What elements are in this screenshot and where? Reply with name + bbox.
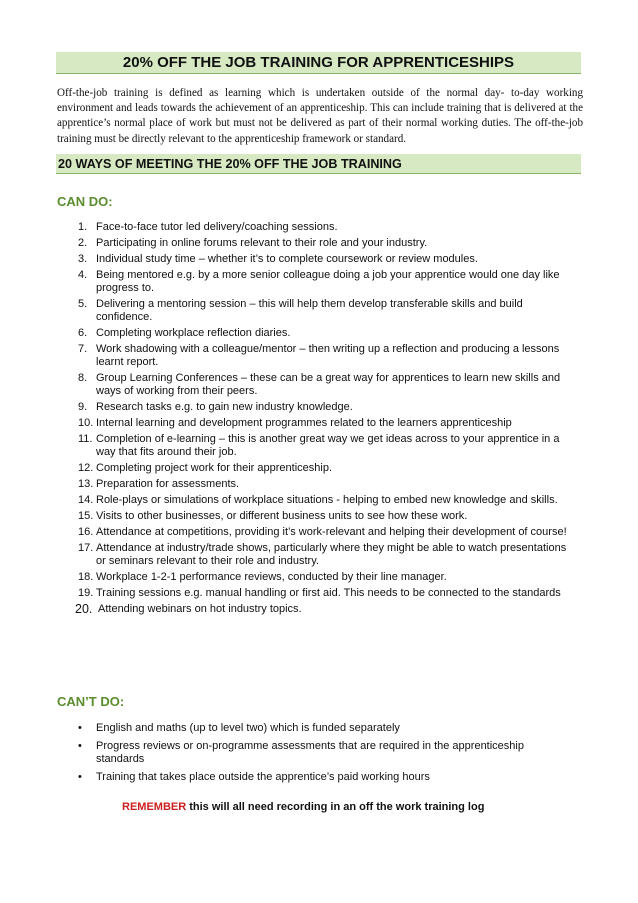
bullet-icon: • — [78, 722, 82, 734]
list-item — [78, 327, 568, 340]
list-item-number: 6. — [78, 327, 88, 339]
cant-do-heading: CAN’T DO: — [57, 694, 125, 709]
list-item — [78, 221, 568, 234]
list-item — [78, 587, 568, 600]
list-item — [78, 542, 568, 568]
list-item — [78, 494, 568, 507]
list-item — [78, 269, 568, 295]
cant-do-list — [78, 722, 568, 789]
list-item-number: 3. — [78, 253, 88, 265]
list-item-number: 7. — [78, 343, 88, 355]
list-item-text: Individual study time – whether it’s to complete coursework or review modules. — [96, 253, 478, 265]
list-item-text: Completing project work for their apprenticeship. — [96, 462, 333, 474]
list-item — [78, 526, 568, 539]
list-item — [78, 478, 568, 491]
list-item-text: Training that takes place outside the apprentice’s paid working hours — [96, 771, 430, 783]
list-item-text: Attendance at industry/trade shows, particularly where they might be able to watch presentations or seminars relevant to their role and industry. — [96, 542, 567, 567]
list-item-number: 2. — [78, 237, 88, 249]
list-item-text: Face-to-face tutor led delivery/coaching sessions. — [96, 221, 338, 233]
list-item-number: 4. — [78, 269, 88, 281]
list-item-text: Visits to other businesses, or different business units to see how these work. — [96, 510, 468, 522]
list-item-number: 17. — [78, 542, 94, 554]
list-item — [78, 253, 568, 266]
list-item — [78, 571, 568, 584]
list-item-number: 8. — [78, 372, 88, 384]
remember-note — [122, 801, 484, 813]
list-item-text: Group Learning Conferences – these can be a great way for apprentices to learn new skills and ways of working from their peers. — [96, 372, 561, 397]
bullet-icon: • — [78, 740, 82, 752]
list-item-number: 10. — [78, 417, 94, 429]
list-item-number: 1. — [78, 221, 88, 233]
list-item-text: Delivering a mentoring session – this will help them develop transferable skills and build confidence. — [96, 298, 523, 323]
can-do-heading: CAN DO: — [57, 194, 113, 209]
list-item — [78, 771, 568, 784]
list-item — [78, 298, 568, 324]
intro-paragraph: Off-the-job training is defined as learning which is undertaken outside of the normal day- to-day working environment and leads towards the achievement of an apprenticeship. This can include training that is delivered at the apprentice’s normal place of work but must not be delivered as part of their normal working duties. The off-the-job training must be directly relevant to the apprenticeship framework or standard. — [57, 87, 583, 145]
list-item-text: Being mentored e.g. by a more senior colleague doing a job your apprentice would one day like progress to. — [96, 269, 560, 294]
list-item-text: Completion of e-learning – this is another great way we get ideas across to your apprentice in a way that fits around their job. — [96, 433, 560, 458]
list-item — [78, 462, 568, 475]
list-item-text: Attendance at competitions, providing it’s work-relevant and helping their development of course! — [96, 526, 567, 538]
list-item-number: 9. — [78, 401, 88, 413]
list-item-number: 12. — [78, 462, 94, 474]
page-title: 20% OFF THE JOB TRAINING FOR APPRENTICESHIPS — [56, 52, 581, 74]
list-item-text: Research tasks e.g. to gain new industry knowledge. — [96, 401, 353, 413]
list-item — [78, 237, 568, 250]
list-item — [78, 510, 568, 523]
list-item-text: Progress reviews or on-programme assessments that are required in the apprenticeship standards — [96, 740, 524, 765]
list-item-text: Attending webinars on hot industry topics. — [98, 603, 302, 615]
list-item-text: Workplace 1-2-1 performance reviews, conducted by their line manager. — [96, 571, 447, 583]
list-item-text: Training sessions e.g. manual handling or first aid. This needs to be connected to the standards — [96, 587, 561, 599]
list-item-text: English and maths (up to level two) which is funded separately — [96, 722, 400, 734]
list-item — [78, 417, 568, 430]
list-item — [78, 433, 568, 459]
list-item-number: 18. — [78, 571, 94, 583]
section-heading: 20 WAYS OF MEETING THE 20% OFF THE JOB TRAINING — [56, 154, 581, 174]
list-item-text: Work shadowing with a colleague/mentor – then writing up a reflection and producing a lessons learnt report. — [96, 343, 560, 368]
list-item-number: 19. — [78, 587, 94, 599]
list-item-number: 20. — [75, 602, 93, 616]
list-item-text: Preparation for assessments. — [96, 478, 240, 490]
list-item — [78, 722, 568, 735]
list-item-number: 11. — [78, 433, 93, 445]
list-item — [78, 401, 568, 414]
bullet-icon: • — [78, 771, 82, 783]
list-item-number: 15. — [78, 510, 94, 522]
list-item — [75, 602, 568, 616]
list-item-number: 14. — [78, 494, 94, 506]
list-item — [78, 372, 568, 398]
list-item-text: Internal learning and development programmes related to the learners apprenticeship — [96, 417, 512, 429]
list-item-text: Role-plays or simulations of workplace situations - helping to embed new knowledge and skills. — [96, 494, 558, 506]
remember-highlight: REMEMBER — [122, 801, 187, 813]
list-item — [78, 740, 568, 766]
list-item-text: Completing workplace reflection diaries. — [96, 327, 291, 339]
list-item-number: 16. — [78, 526, 94, 538]
list-item — [78, 343, 568, 369]
list-item-number: 13. — [78, 478, 94, 490]
list-item-number: 5. — [78, 298, 88, 310]
remember-text: this will all need recording in an off the work training log — [186, 801, 485, 813]
can-do-list — [75, 221, 568, 619]
list-item-text: Participating in online forums relevant to their role and your industry. — [96, 237, 428, 249]
